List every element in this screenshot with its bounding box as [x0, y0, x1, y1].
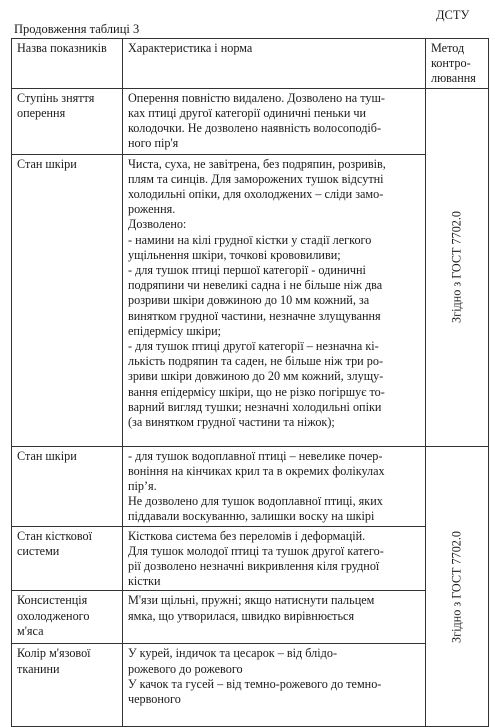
text-line: кістки [128, 574, 161, 589]
table-row [12, 526, 489, 591]
row-name: Стан шкіри [12, 154, 123, 446]
text-line: епідермісу шкіри; [128, 323, 222, 338]
text-line: зриви шкіри довжиною до 20 мм кожний, злущу- [128, 369, 384, 384]
text-line: ямка, що утворилася, швидко вирівнюється [128, 608, 355, 623]
row-name: Стан шкіри [12, 446, 123, 526]
table-header-row [12, 39, 489, 89]
table-continuation-caption: Продовження таблиці 3 [14, 22, 140, 36]
text-line: Чиста, суха, не завітрена, без подряпин, розривів, [128, 156, 386, 171]
method-cell [426, 88, 489, 446]
row-name: Консистенція охолодженого м'яса [12, 591, 123, 644]
row-characteristic [123, 154, 426, 446]
row-characteristic [123, 526, 426, 591]
table-row [12, 591, 489, 644]
text-line: - намини на кілі грудної кістки у стадії легкого [128, 232, 372, 247]
text-line: лькість подряпин та саден, не більше ніж три ро- [128, 354, 383, 369]
row-name: Колір м'язової тканини [12, 644, 123, 727]
column-header-name: Назва показників [12, 39, 123, 89]
method-cell [426, 446, 489, 727]
text-line: воніння на кінчиках крил та в окремих фолікулах [128, 463, 385, 478]
row-name: Ступінь зняття оперення [12, 88, 123, 154]
text-line: плям та синців. Для заморожених тушок відсутні [128, 171, 384, 186]
text-line: - для тушок птиці першої категорії - одиничні [128, 263, 366, 278]
text-line: Оперення повністю видалено. Дозволено на туш- [128, 90, 385, 105]
row-characteristic [123, 446, 426, 526]
text-line: Не дозволено для тушок водоплавної птиці, яких [128, 494, 383, 509]
text-line: пір’я. [128, 479, 157, 494]
row-characteristic [123, 591, 426, 644]
row-characteristic [123, 644, 426, 727]
standard-header: ДСТУ [436, 8, 470, 22]
text-line: - для тушок водоплавної птиці – невелике почер- [128, 448, 383, 463]
text-line: вання епідермісу шкіри, що не різко погіршує то- [128, 384, 385, 399]
text-line: червоного [128, 692, 181, 707]
text-line: роження. [128, 202, 176, 217]
text-line: Кісткова система без переломів і деформацій. [128, 528, 366, 543]
text-line: подряпини чи невеликі садна і не більше ніж два [128, 278, 383, 293]
text-line: (за винятком грудної частини та ніжок); [128, 415, 335, 430]
text-line: розриви шкіри довжиною до 10 мм кожний, за [128, 293, 370, 308]
row-characteristic [123, 88, 426, 154]
text-line: піддавали воскуванню, залишки воску на шкірі [128, 509, 375, 524]
characteristics-table [11, 38, 489, 727]
text-line: ного пір'я [128, 136, 179, 151]
text-line: варний вигляд тушки; незначні холодильні опіки [128, 399, 382, 414]
text-line: холодильні опіки, для охолоджених – сліди замо- [128, 187, 384, 202]
text-line: рії дозволено незначні викривлення кіля грудної [128, 559, 380, 574]
table-row [12, 446, 489, 526]
text-line: У курей, індичок та цесарок – від блідо- [128, 646, 337, 661]
text-line: М'язи щільні, пружні; якщо натиснути пальцем [128, 593, 375, 608]
text-line: - для тушок птиці другої категорії – незначна кі- [128, 339, 379, 354]
column-header-method: Метод контро-лювання [426, 39, 489, 89]
text-line: ках птиці другої категорії одиничні пеньки чи [128, 105, 367, 120]
text-line: У качок та гусей – від темно-рожевого до темно- [128, 676, 382, 691]
column-header-characteristic: Характеристика і норма [123, 39, 426, 89]
text-line: винятком грудної частини, незначне злущування [128, 308, 381, 323]
table-row [12, 88, 489, 154]
text-line: Для тушок молодої птиці та тушок другої катего- [128, 543, 384, 558]
text-line: Дозволено: [128, 217, 187, 232]
table-row [12, 644, 489, 727]
row-name: Стан кісткової системи [12, 526, 123, 591]
table-row [12, 154, 489, 446]
text-line: колодочки. Не дозволено наявність волосоподіб- [128, 121, 382, 136]
text-line: ущільнення шкіри, точкові крововиливи; [128, 247, 341, 262]
method-label: Згідно з ГОСТ 7702.0 [449, 211, 464, 324]
method-label: Згідно з ГОСТ 7702.0 [449, 530, 464, 643]
text-line: рожевого до рожевого [128, 661, 243, 676]
